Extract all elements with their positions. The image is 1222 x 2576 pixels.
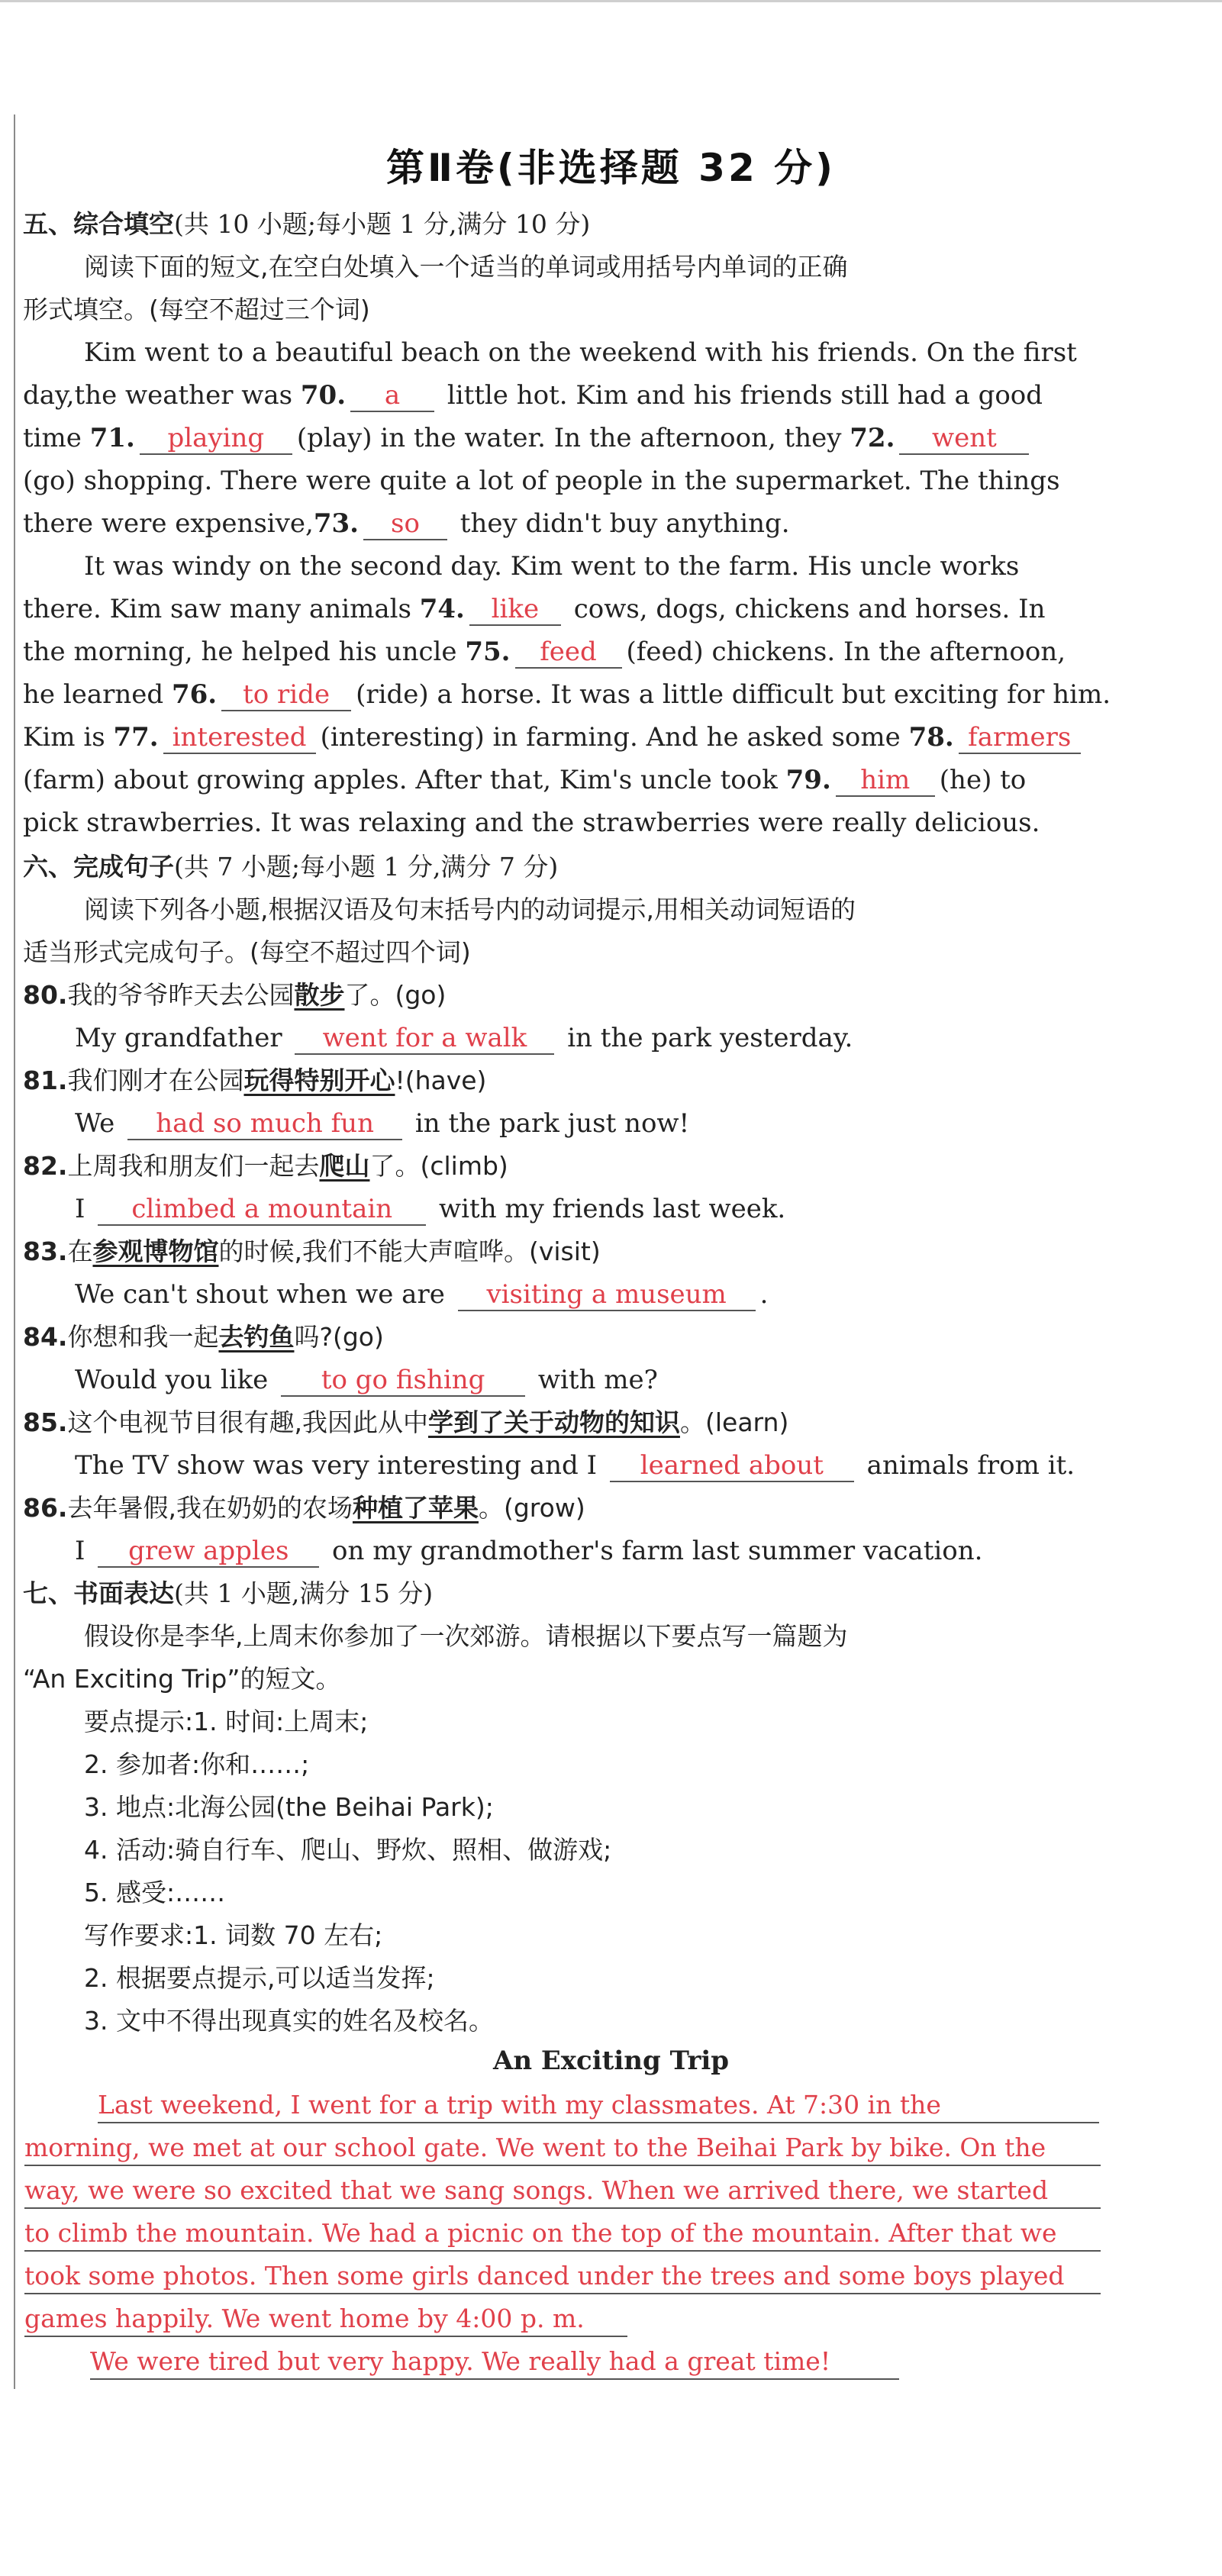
section-6-heading: 六、完成句子(共 7 小题;每小题 1 分,满分 7 分)	[23, 852, 559, 882]
answer-blank-76[interactable]: to ride	[221, 679, 351, 711]
essay-line: way, we were so excited that we sang songs. When we arrived there, we started	[24, 2174, 1101, 2209]
section-7-instruction-cont: “An Exciting Trip”的短文。	[23, 1664, 341, 1694]
answer-blank-70[interactable]: a	[350, 380, 434, 412]
question-84-prompt: 84.你想和我一起去钓鱼吗?(go)	[23, 1322, 384, 1352]
question-85-prompt: 85.这个电视节目很有趣,我因此从中学到了关于动物的知识。(learn)	[23, 1407, 789, 1437]
writing-requirement: 写作要求:1. 词数 70 左右;	[84, 1920, 383, 1950]
answer-blank-80[interactable]: went for a walk	[295, 1023, 554, 1055]
essay-line: We were tired but very happy. We really had a great time!	[90, 2345, 899, 2380]
section-6-instruction-cont: 适当形式完成句子。(每空不超过四个词)	[23, 937, 471, 967]
essay-line: morning, we met at our school gate. We went to the Beihai Park by bike. On the	[24, 2131, 1101, 2166]
section-7-instruction: 假设你是李华,上周末你参加了一次郊游。请根据以下要点写一篇题为	[84, 1621, 848, 1651]
section-5-instruction-cont: 形式填空。(每空不超过三个词)	[23, 295, 370, 324]
writing-requirement: 2. 根据要点提示,可以适当发挥;	[84, 1963, 435, 1993]
top-border	[0, 0, 1222, 2]
passage-line: day,the weather was 70. a little hot. Kim and his friends still had a good	[23, 380, 1043, 411]
answer-blank-85[interactable]: learned about	[610, 1450, 854, 1482]
question-81-prompt: 81.我们刚才在公园玩得特别开心!(have)	[23, 1066, 487, 1095]
essay-line: Last weekend, I went for a trip with my classmates. At 7:30 in the	[98, 2088, 1099, 2123]
passage-line: Kim is 77. interested (interesting) in farming. And he asked some 78. farmers	[23, 721, 1091, 754]
passage-line: (farm) about growing apples. After that, Kim's uncle took 79. him (he) to	[23, 765, 1027, 795]
question-81-sentence: We had so much fun in the park just now!	[75, 1108, 690, 1139]
essay-line: games happily. We went home by 4:00 p. m.	[24, 2302, 627, 2337]
passage-line: (go) shopping. There were quite a lot of people in the supermarket. The things	[23, 466, 1060, 496]
answer-blank-75[interactable]: feed	[515, 637, 622, 669]
answer-blank-71[interactable]: playing	[140, 423, 292, 455]
answer-blank-79[interactable]: him	[836, 765, 935, 797]
paper-title: 第Ⅱ卷(非选择题 32 分)	[385, 146, 837, 190]
question-80-prompt: 80.我的爷爷昨天去公园散步了。(go)	[23, 980, 447, 1010]
answer-blank-74[interactable]: like	[469, 594, 561, 626]
passage-line: It was windy on the second day. Kim went to the farm. His uncle works	[84, 551, 1020, 582]
section-6-instruction: 阅读下列各小题,根据汉语及句末括号内的动词提示,用相关动词短语的	[84, 895, 856, 924]
passage-line: time 71. playing (play) in the water. In the afternoon, they 72. went	[23, 421, 1091, 455]
section-5-heading: 五、综合填空(共 10 小题;每小题 1 分,满分 10 分)	[23, 209, 591, 239]
answer-blank-72[interactable]: went	[899, 423, 1029, 455]
writing-point: 2. 参加者:你和……;	[84, 1749, 310, 1779]
answer-blank-83[interactable]: visiting a museum	[458, 1279, 756, 1311]
passage-line: there were expensive,73. so they didn't buy anything.	[23, 508, 790, 539]
question-85-sentence: The TV show was very interesting and I learned about animals from it.	[75, 1450, 1075, 1481]
question-82-sentence: I climbed a mountain with my friends last week.	[75, 1194, 786, 1224]
answer-blank-81[interactable]: had so much fun	[127, 1108, 402, 1140]
essay-line: took some photos. Then some girls danced under the trees and some boys played	[24, 2259, 1101, 2294]
answer-blank-82[interactable]: climbed a mountain	[98, 1194, 426, 1226]
answer-blank-77[interactable]: interested	[163, 722, 316, 754]
passage-line: pick strawberries. It was relaxing and the strawberries were really delicious.	[23, 808, 1040, 838]
passage-line: he learned 76. to ride (ride) a horse. It was a little difficult but exciting for him.	[23, 679, 1111, 710]
writing-requirement: 3. 文中不得出现真实的姓名及校名。	[84, 2006, 494, 2036]
answer-blank-84[interactable]: to go fishing	[281, 1365, 525, 1397]
question-83-sentence: We can't shout when we are visiting a museum .	[75, 1279, 769, 1310]
writing-point: 5. 感受:……	[84, 1878, 226, 1907]
section-5-instruction: 阅读下面的短文,在空白处填入一个适当的单词或用括号内单词的正确	[84, 252, 848, 282]
question-82-prompt: 82.上周我和朋友们一起去爬山了。(climb)	[23, 1151, 508, 1181]
question-86-sentence: I grew apples on my grandmother's farm last summer vacation.	[75, 1536, 983, 1566]
answer-blank-73[interactable]: so	[363, 508, 447, 540]
writing-point: 4. 活动:骑自行车、爬山、野炊、照相、做游戏;	[84, 1835, 612, 1865]
question-83-prompt: 83.在参观博物馆的时候,我们不能大声喧哗。(visit)	[23, 1236, 601, 1266]
passage-line: Kim went to a beautiful beach on the weekend with his friends. On the first	[84, 337, 1077, 368]
answer-blank-78[interactable]: farmers	[959, 722, 1081, 754]
question-80-sentence: My grandfather went for a walk in the park yesterday.	[75, 1023, 853, 1053]
essay-title: An Exciting Trip	[492, 2046, 730, 2076]
writing-point: 3. 地点:北海公园(the Beihai Park);	[84, 1792, 494, 1822]
essay-line: to climb the mountain. We had a picnic on the top of the mountain. After that we	[24, 2217, 1101, 2252]
section-7-heading: 七、书面表达(共 1 小题,满分 15 分)	[23, 1578, 434, 1608]
passage-line: there. Kim saw many animals 74. like cows, dogs, chickens and horses. In	[23, 594, 1046, 624]
writing-point: 要点提示:1. 时间:上周末;	[84, 1707, 369, 1736]
question-86-prompt: 86.去年暑假,我在奶奶的农场种植了苹果。(grow)	[23, 1493, 585, 1523]
question-84-sentence: Would you like to go fishing with me?	[75, 1365, 658, 1395]
answer-blank-86[interactable]: grew apples	[98, 1536, 319, 1568]
passage-line: the morning, he helped his uncle 75. feed (feed) chickens. In the afternoon,	[23, 637, 1066, 667]
